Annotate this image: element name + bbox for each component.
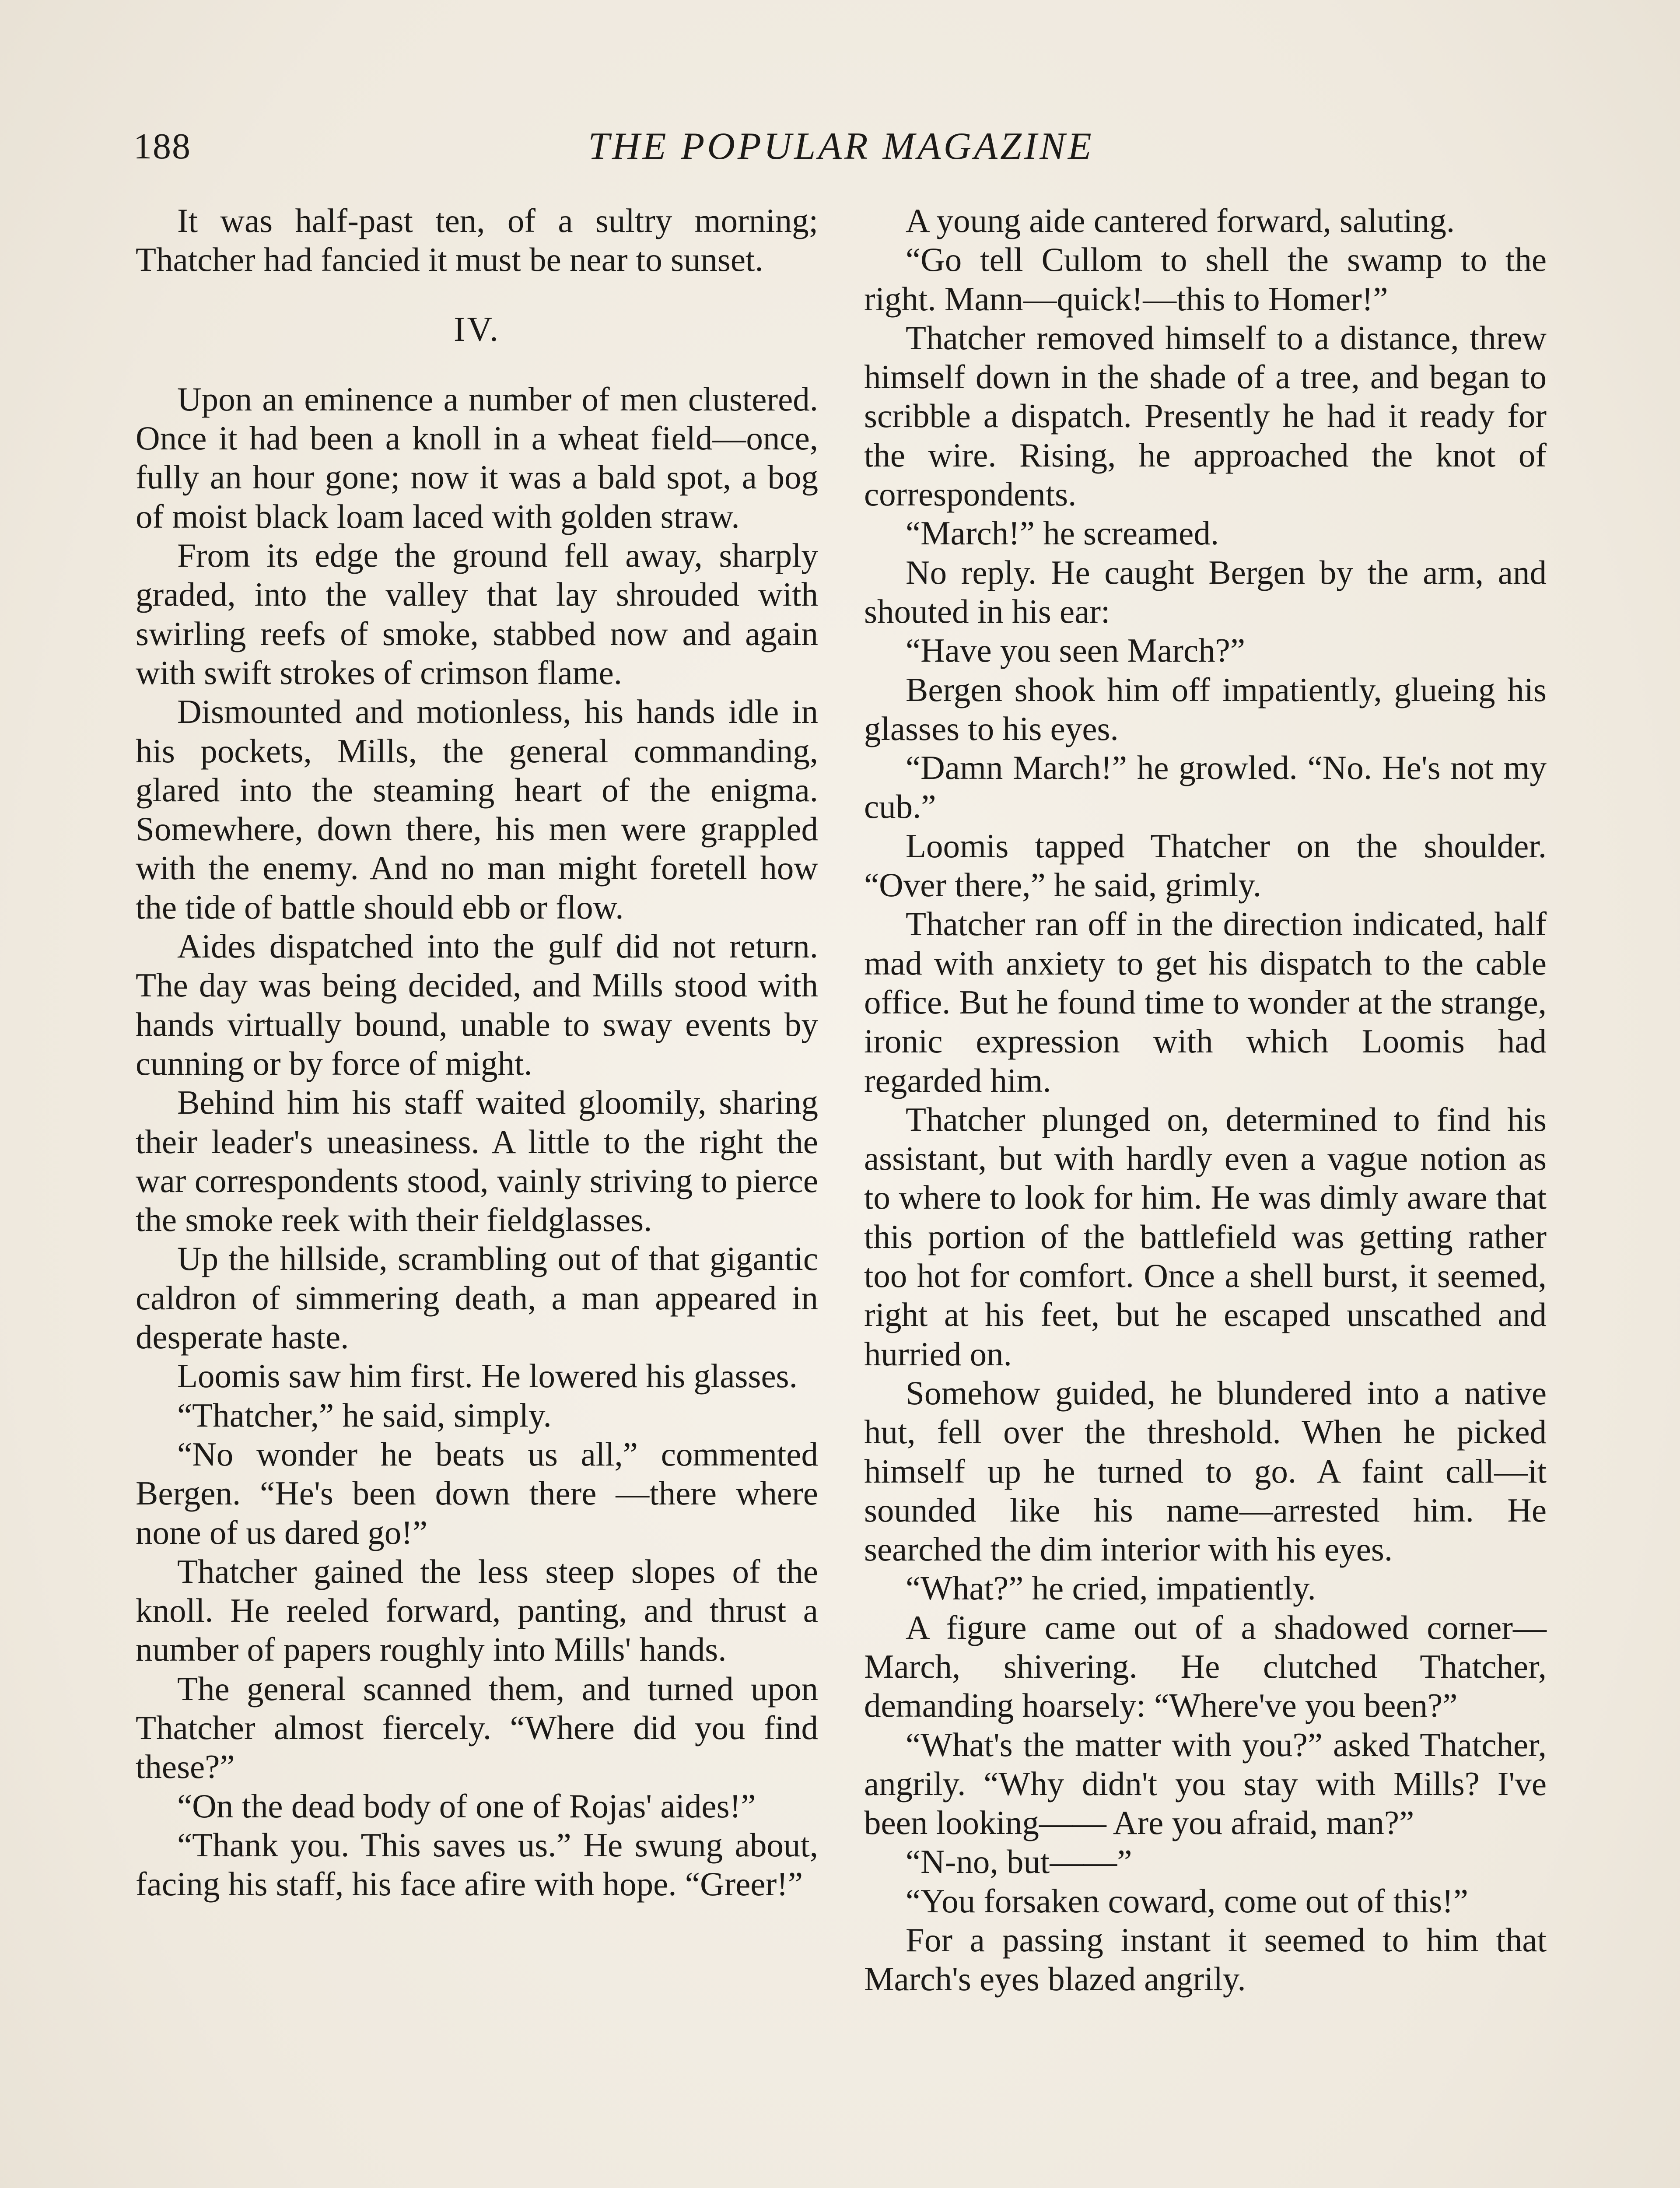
section-heading: IV. [453,310,500,349]
paragraph: “What?” he cried, impatiently. [906,1569,1316,1607]
paragraph: Somehow guided, he blundered into a native hut, fell over the threshold. When he picked himself up he turned to go. A faint call—it sounded like his name—arrested him. He searched the dim interior with his eyes. [864,1374,1547,1568]
paragraph: Loomis saw him first. He lowered his glasses. [177,1357,798,1395]
paragraph: Dismounted and motionless, his hands idle in his pockets, Mills, the general commanding, glared into the steaming heart of the enigma. Somewhere, down there, his men were grappled with the enemy. And no man might foretell how the tide of battle should ebb or flow. [136,693,818,926]
right-column [864,201,1547,1999]
paragraph: For a passing instant it seemed to him that March's eyes blazed angrily. [864,1921,1547,1998]
paragraph: “On the dead body of one of Rojas' aides!” [177,1787,756,1825]
paragraph: A figure came out of a shadowed corner—March, shivering. He clutched Thatcher, demanding hoarsely: “Where've you been?” [864,1608,1547,1725]
paragraph: Upon an eminence a number of men clustered. Once it had been a knoll in a wheat field—once, fully an hour gone; now it was a bald spot, a bog of moist black loam laced with golden straw. [136,380,818,535]
paragraph: The general scanned them, and turned upon Thatcher almost fiercely. “Where did you find these?” [136,1669,818,1786]
paragraph: Thatcher ran off in the direction indicated, half mad with anxiety to get his dispatch to the cable office. But he found time to wonder at the strange, ironic expression with which Loomis had regarded him. [864,905,1547,1099]
running-title: THE POPULAR MAGAZINE [588,125,1094,168]
paragraph: “March!” he screamed. [906,514,1219,552]
paragraph: Thatcher gained the less steep slopes of the knoll. He reeled forward, panting, and thrust a number of papers roughly into Mills' hands. [136,1552,818,1669]
paragraph: “Thatcher,” he said, simply. [177,1396,552,1434]
paragraph: Behind him his staff waited gloomily, sharing their leader's uneasiness. A little to the right the war correspondents stood, vainly striving to pierce the smoke reek with their fieldglasses. [136,1083,818,1239]
page-number: 188 [133,126,191,167]
paragraph: Aides dispatched into the gulf did not return. The day was being decided, and Mills stood with hands virtually bound, unable to sway events by cunning or by force of might. [136,927,818,1082]
paragraph: “Go tell Cullom to shell the swamp to the right. Mann—quick!—this to Homer!” [864,241,1547,318]
paragraph: It was half-past ten, of a sultry morning; Thatcher had fancied it must be near to sunset. [136,202,818,279]
paragraph: A young aide cantered forward, saluting. [906,202,1455,239]
paragraph: “Damn March!” he growled. “No. He's not my cub.” [864,749,1547,826]
paragraph: Bergen shook him off impatiently, glueing his glasses to his eyes. [864,670,1547,747]
paragraph: Loomis tapped Thatcher on the shoulder. “Over there,” he said, grimly. [864,827,1547,904]
left-column [136,201,818,1904]
page-header [133,118,1549,175]
paragraph: Up the hillside, scrambling out of that gigantic caldron of simmering death, a man appeared in desperate haste. [136,1240,818,1356]
paragraph: Thatcher removed himself to a distance, threw himself down in the shade of a tree, and began to scribble a dispatch. Presently he had it ready for the wire. Rising, he approached the knot of correspondents. [864,319,1547,513]
paragraph: Thatcher plunged on, determined to find his assistant, but with hardly even a vague notion as to where to look for him. He was dimly aware that this portion of the battlefield was getting rather too hot for comfort. Once a shell burst, it seemed, right at his feet, but he escaped unscathed and hurried on. [864,1100,1547,1373]
paragraph: “You forsaken coward, come out of this!” [906,1882,1468,1920]
paragraph: “What's the matter with you?” asked Thatcher, angrily. “Why didn't you stay with Mills? I've been looking—— Are you afraid, man?” [864,1725,1547,1842]
paragraph: “Have you seen March?” [906,631,1246,670]
paragraph: “Thank you. This saves us.” He swung about, facing his staff, his face afire with hope. “Greer!” [136,1826,818,1903]
paragraph: “No wonder he beats us all,” commented Bergen. “He's been down there —there where none of us dared go!” [136,1435,818,1551]
paragraph: From its edge the ground fell away, sharply graded, into the valley that lay shrouded with swirling reefs of smoke, stabbed now and again with swift strokes of crimson flame. [136,536,818,691]
paragraph: “N-no, but——” [906,1843,1132,1881]
paragraph: No reply. He caught Bergen by the arm, and shouted in his ear: [864,553,1547,630]
